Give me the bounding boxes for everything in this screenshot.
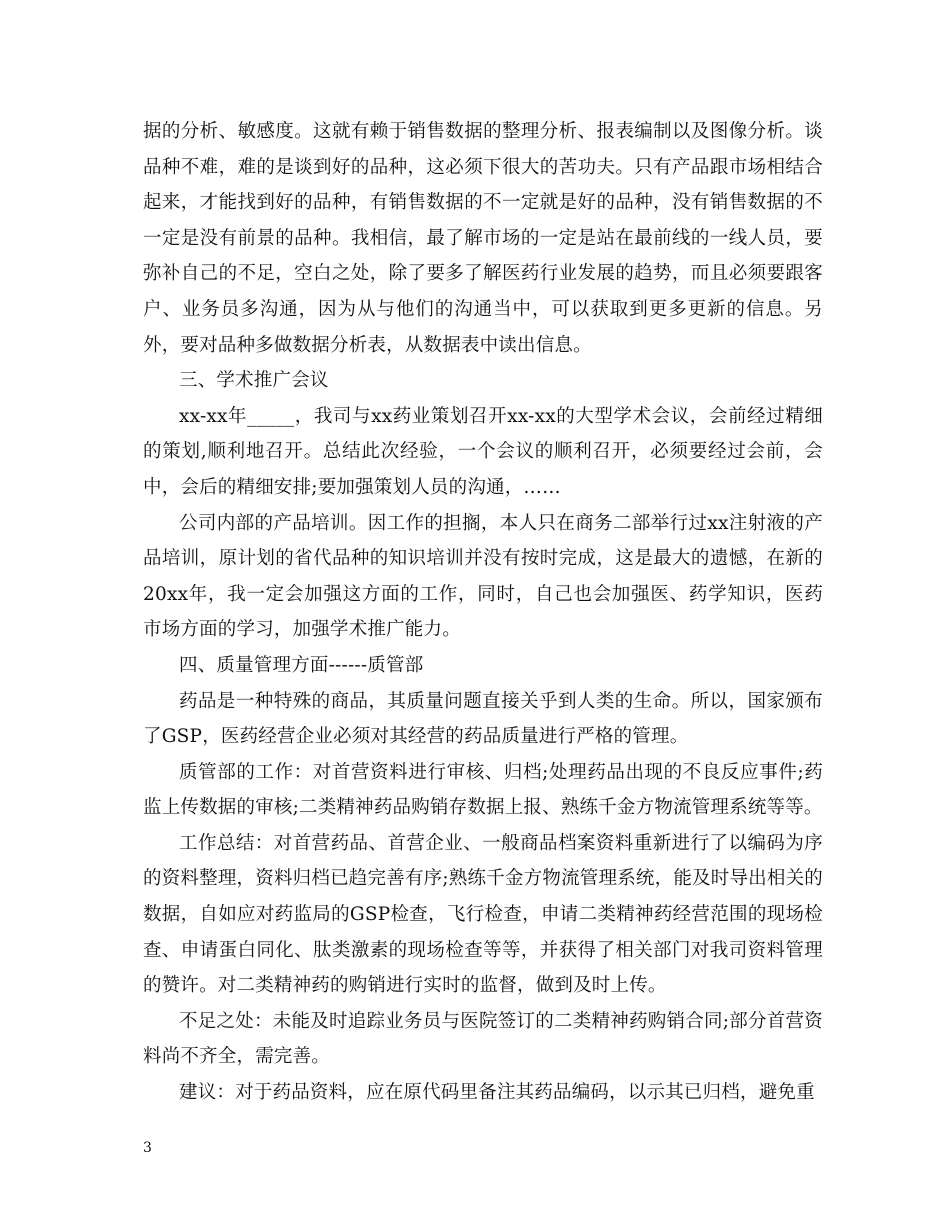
- paragraph: 据的分析、敏感度。这就有赖于销售数据的整理分析、报表编制以及图像分析。谈品种不难，难的是谈到好的品种，这必须下很大的苦功夫。只有产品跟市场相结合起来，才能找到好的品种，有销售数据的不一定就是好的品种，没有销售数据的不一定是没有前景的品种。我相信，最了解市场的一定是站在最前线的一线人员，要弥补自己的不足，空白之处，除了要多了解医药行业发展的趋势，而且必须要跟客户、业务员多沟通，因为从与他们的沟通当中，可以获取到更多更新的信息。另外，要对品种多做数据分析表，从数据表中读出信息。: [143, 121, 823, 356]
- paragraph: xx-xx年_____，我司与xx药业策划召开xx-xx的大型学术会议，会前经过精细的策划,顺利地召开。总结此次经验，一个会议的顺利召开，必须要经过会前，会中，会后的精细安排;要加强策划人员的沟通，……: [143, 405, 823, 498]
- paragraph: 工作总结：对首营药品、首营企业、一般商品档案资料重新进行了以编码为序的资料整理，资料归档已趋完善有序;熟练千金方物流管理系统，能及时导出相关的数据，自如应对药监局的GSP检查，飞行检查，申请二类精神药经营范围的现场检查、申请蛋白同化、肽类激素的现场检查等等，并获得了相关部门对我司资料管理的赞许。对二类精神药的购销进行实时的监督，做到及时上传。: [143, 832, 823, 997]
- document-body: [143, 114, 823, 1111]
- section-heading: 三、学术推广会议: [179, 370, 329, 392]
- paragraph: 不足之处：未能及时追踪业务员与医院签订的二类精神药购销合同;部分首营资料尚不齐全，需完善。: [143, 1010, 823, 1068]
- paragraph: 公司内部的产品培训。因工作的担搁，本人只在商务二部举行过xx注射液的产品培训，原计划的省代品种的知识培训并没有按时完成，这是最大的遗憾，在新的20xx年，我一定会加强这方面的工作，同时，自己也会加强医、药学知识，医药市场方面的学习，加强学术推广能力。: [143, 512, 823, 641]
- paragraph: 建议：对于药品资料，应在原代码里备注其药品编码，以示其已归档，避免重: [179, 1082, 815, 1104]
- section-heading: 四、质量管理方面------质管部: [179, 654, 424, 676]
- paragraph: 质管部的工作：对首营资料进行审核、归档;处理药品出现的不良反应事件;药监上传数据的审核;二类精神药品购销存数据上报、熟练千金方物流管理系统等等。: [143, 761, 823, 819]
- paragraph: 药品是一种特殊的商品，其质量问题直接关乎到人类的生命。所以，国家颁布了GSP，医药经营企业必须对其经营的药品质量进行严格的管理。: [143, 690, 823, 748]
- page-number: 3: [143, 1140, 152, 1156]
